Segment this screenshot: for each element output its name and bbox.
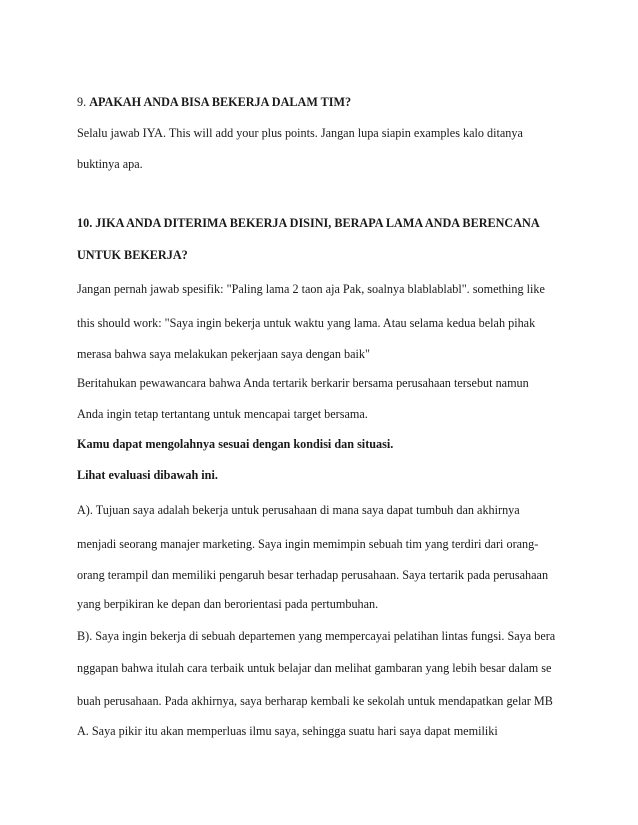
q9-title: APAKAH ANDA BISA BEKERJA DALAM TIM? [89,95,352,109]
option-a-line: menjadi seorang manajer marketing. Saya ingin memimpin sebuah tim yang terdiri dari orang- [77,537,539,551]
q10-body-line: this should work: "Saya ingin bekerja untuk waktu yang lama. Atau selama kedua belah pihak [77,316,536,330]
option-b-line: buah perusahaan. Pada akhirnya, saya berharap kembali ke sekolah untuk mendapatkan gelar MB [77,694,553,708]
q10-body-line: Jangan pernah jawab spesifik: "Paling lama 2 taon aja Pak, soalnya blablablabl". something like [77,282,545,296]
bold-note: Kamu dapat mengolahnya sesuai dengan kondisi dan situasi. [77,437,394,451]
option-b-line: A. Saya pikir itu akan memperluas ilmu saya, sehingga suatu hari saya dapat memiliki [77,724,498,738]
q10-body-line: Beritahukan pewawancara bahwa Anda tertarik berkarir bersama perusahaan tersebut namun [77,376,529,390]
q9-answer-line: Selalu jawab IYA. This will add your plus points. Jangan lupa siapin examples kalo ditanya [77,126,523,140]
q10-body-line: merasa bahwa saya melakukan pekerjaan saya dengan baik" [77,347,370,361]
q10-body-line: Anda ingin tetap tertantang untuk mencapai target bersama. [77,407,368,421]
option-a-line: yang berpikiran ke depan dan berorientasi pada pertumbuhan. [77,597,379,611]
option-b-line: nggapan bahwa itulah cara terbaik untuk belajar dan melihat gambaran yang lebih besar dalam se [77,661,552,675]
q9-answer-line: buktinya apa. [77,157,143,171]
q10-title-line: UNTUK BEKERJA? [77,248,188,262]
bold-note: Lihat evaluasi dibawah ini. [77,468,218,482]
option-b-line: B). Saya ingin bekerja di sebuah departemen yang mempercayai pelatihan lintas fungsi. Saya bera [77,629,556,643]
q9-heading [77,95,351,109]
option-a-line: orang terampil dan memiliki pengaruh besar terhadap perusahaan. Saya tertarik pada perusahaan [77,568,549,582]
option-a-line: A). Tujuan saya adalah bekerja untuk perusahaan di mana saya dapat tumbuh dan akhirnya [77,503,520,517]
q9-number: 9. [77,95,90,109]
q10-title-line: 10. JIKA ANDA DITERIMA BEKERJA DISINI, BERAPA LAMA ANDA BERENCANA [77,216,540,230]
